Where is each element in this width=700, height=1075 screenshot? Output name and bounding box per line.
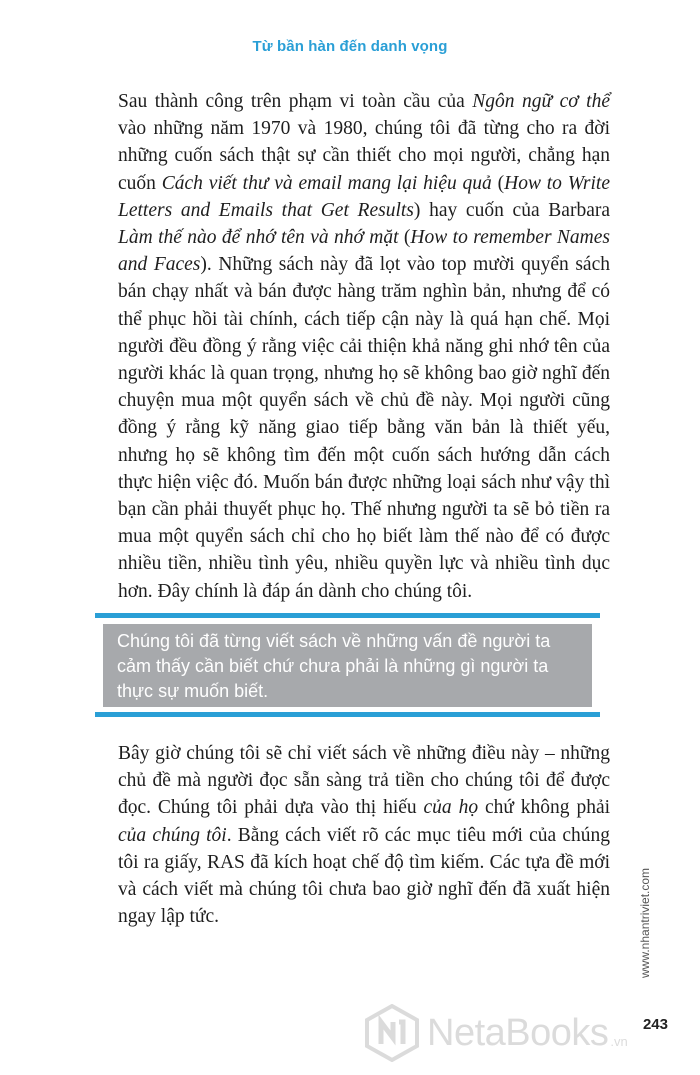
callout-top-rule xyxy=(95,613,600,618)
italic-text-run: Cách viết thư và email mang lại hiệu quả xyxy=(161,172,492,194)
text-run: Sau thành công trên phạm vi toàn cầu của xyxy=(118,91,473,112)
italic-text-run: Làm thế nào để nhớ tên và nhớ mặt xyxy=(118,227,399,249)
body-paragraph-1 xyxy=(118,88,610,605)
text-run: ) hay cuốn của Barbara xyxy=(413,199,610,221)
text-run: . Bằng cách viết rõ các mục tiêu mới của chúng tôi ra giấy, RAS đã kích hoạt chế độ tìm kiếm. Các tựa đề mới và cách viết mà chúng tôi chưa bao giờ nghĩ đến đã xuất hiện ngay lập tức. xyxy=(118,824,610,928)
text-run: ). Những sách này đã lọt vào top mười quyển sách bán chạy nhất và bán được hàng trăm nghìn bản, nhưng để có thể phục hồi tài chính, cách tiếp cận này là quá hạn chế. Mọi người đều đồng ý rằng việc cải thiện khả năng ghi nhớ tên của người khác là quan trọng, nhưng họ sẽ không bao giờ nghĩ đến chuyện mua một quyển sách về chủ đề này. Mọi người cũng đồng ý rằng kỹ năng giao tiếp bằng văn bản là thiết yếu, nhưng họ sẽ không tìm đến một cuốn sách hướng dẫn cách thực hiện việc đó. Muốn bán được những loại sách như vậy thì bạn cần phải thuyết phục họ. Thế nhưng người ta sẽ bỏ tiền ra mua một quyển sách chỉ cho họ biết làm thế nào để có được nhiều tiền, nhiều tình yêu, nhiều quyền lực và nhiều tình dục hơn. Đây chính là đáp án dành cho chúng tôi. xyxy=(118,254,610,602)
watermark-suffix: .vn xyxy=(610,1033,628,1049)
italic-text-run: How to Write Letters and Emails that Get Results xyxy=(118,172,610,221)
page-number: 243 xyxy=(642,1016,668,1033)
italic-text-run: của chúng tôi xyxy=(118,824,227,846)
italic-text-run: How to remember Names and Faces xyxy=(118,227,611,276)
text-run: ( xyxy=(398,227,411,249)
watermark-text: NetaBooks xyxy=(427,1011,609,1054)
callout-box xyxy=(95,613,600,717)
text-run: vào những năm 1970 và 1980, chúng tôi đã từng cho ra đời những cuốn sách thật sự cần thiết cho mọi người, chẳng hạn cuốn xyxy=(118,118,610,194)
callout-bottom-rule xyxy=(95,712,600,717)
text-run: chứ không phải xyxy=(478,797,611,819)
text-run: ( xyxy=(491,172,505,194)
running-header: Từ bần hàn đến danh vọng xyxy=(252,38,448,55)
body-paragraph-2 xyxy=(118,740,610,930)
callout-text: Chúng tôi đã từng viết sách về những vấn đề người ta cảm thấy cần biết chứ chưa phải là những gì người ta thực sự muốn biết. xyxy=(117,631,551,701)
callout-panel xyxy=(103,624,592,707)
publisher-website: www.nhantriviet.com xyxy=(638,867,652,978)
italic-text-run: Ngôn ngữ cơ thể xyxy=(472,91,610,112)
netabooks-logo-icon xyxy=(363,1004,421,1062)
watermark xyxy=(363,1003,693,1063)
text-run: Bây giờ chúng tôi sẽ chỉ viết sách về những điều này – những chủ đề mà người đọc sẵn sàng trả tiền cho chúng tôi để được đọc. Chúng tôi phải dựa vào thị hiếu xyxy=(118,743,610,819)
italic-text-run: của họ xyxy=(423,797,479,819)
